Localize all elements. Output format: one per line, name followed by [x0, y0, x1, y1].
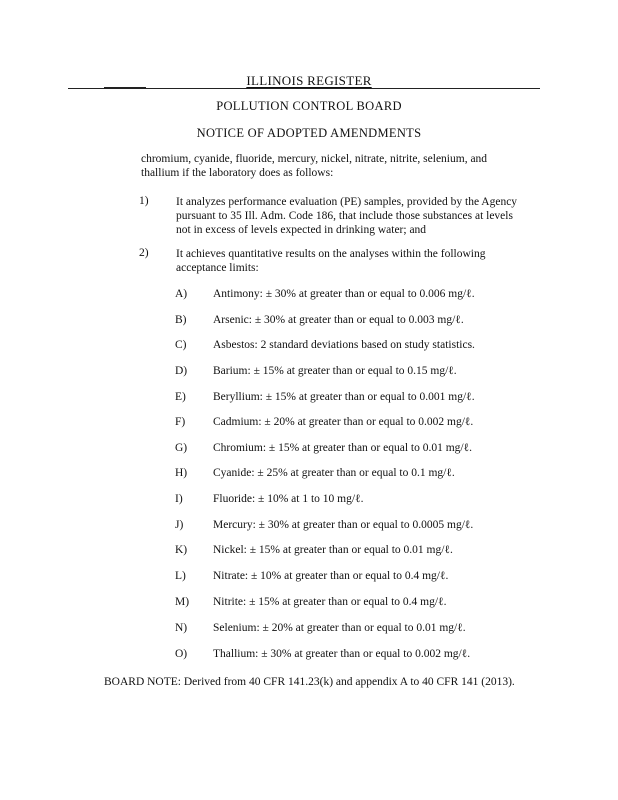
limit-letter: N): [175, 622, 188, 634]
limit-letter: K): [175, 544, 188, 556]
limit-letter: I): [175, 493, 183, 505]
limit-text: Cyanide: ± 25% at greater than or equal to 0.1 mg/ℓ.: [213, 467, 455, 479]
limit-text: Fluoride: ± 10% at 1 to 10 mg/ℓ.: [213, 493, 364, 505]
limit-letter: O): [175, 648, 188, 660]
condition-number-2: 2): [139, 247, 149, 259]
limit-text: Antimony: ± 30% at greater than or equal to 0.006 mg/ℓ.: [213, 288, 475, 300]
limit-text: Barium: ± 15% at greater than or equal to 0.15 mg/ℓ.: [213, 365, 457, 377]
limit-text: Nitrite: ± 15% at greater than or equal to 0.4 mg/ℓ.: [213, 596, 447, 608]
limit-text: Beryllium: ± 15% at greater than or equal to 0.001 mg/ℓ.: [213, 391, 475, 403]
limit-text: Nickel: ± 15% at greater than or equal to 0.01 mg/ℓ.: [213, 544, 453, 556]
register-title: [0, 73, 618, 89]
limit-text: Chromium: ± 15% at greater than or equal to 0.01 mg/ℓ.: [213, 442, 473, 454]
limit-letter: F): [175, 416, 186, 428]
limit-text: Mercury: ± 30% at greater than or equal to 0.0005 mg/ℓ.: [213, 519, 474, 531]
limit-letter: A): [175, 288, 188, 300]
limit-text: Thallium: ± 30% at greater than or equal to 0.002 mg/ℓ.: [213, 648, 471, 660]
limit-text: Selenium: ± 20% at greater than or equal to 0.01 mg/ℓ.: [213, 622, 466, 634]
limit-text: Arsenic: ± 30% at greater than or equal to 0.003 mg/ℓ.: [213, 314, 464, 326]
limit-letter: B): [175, 314, 187, 326]
limit-text: Asbestos: 2 standard deviations based on study statistics.: [213, 339, 475, 351]
limit-letter: C): [175, 339, 187, 351]
condition-number-1: 1): [139, 195, 149, 207]
limit-letter: D): [175, 365, 188, 377]
register-title-text: ILLINOIS REGISTER: [246, 73, 372, 88]
condition-text-2: It achieves quantitative results on the analyses within the following acceptance limits:: [176, 248, 486, 274]
limit-text: Cadmium: ± 20% at greater than or equal to 0.002 mg/ℓ.: [213, 416, 474, 428]
limit-letter: L): [175, 570, 186, 582]
limit-letter: H): [175, 467, 188, 479]
limit-letter: G): [175, 442, 188, 454]
intro-paragraph: chromium, cyanide, fluoride, mercury, nickel, nitrate, nitrite, selenium, and thallium if the laboratory does as follows:: [141, 153, 488, 179]
board-title: POLLUTION CONTROL BOARD: [216, 99, 402, 113]
board-note: BOARD NOTE: Derived from 40 CFR 141.23(k) and appendix A to 40 CFR 141 (2013).: [104, 676, 515, 688]
limit-text: Nitrate: ± 10% at greater than or equal to 0.4 mg/ℓ.: [213, 570, 449, 582]
limit-letter: M): [175, 596, 190, 608]
notice-title: NOTICE OF ADOPTED AMENDMENTS: [196, 126, 422, 140]
condition-text-1: It analyzes performance evaluation (PE) samples, provided by the Agency pursuant to 35 Ill. Adm. Code 186, that include those substances at levels not in excess of levels expected in drinking water; and: [176, 196, 518, 236]
limit-letter: J): [175, 519, 184, 531]
limit-letter: E): [175, 391, 186, 403]
